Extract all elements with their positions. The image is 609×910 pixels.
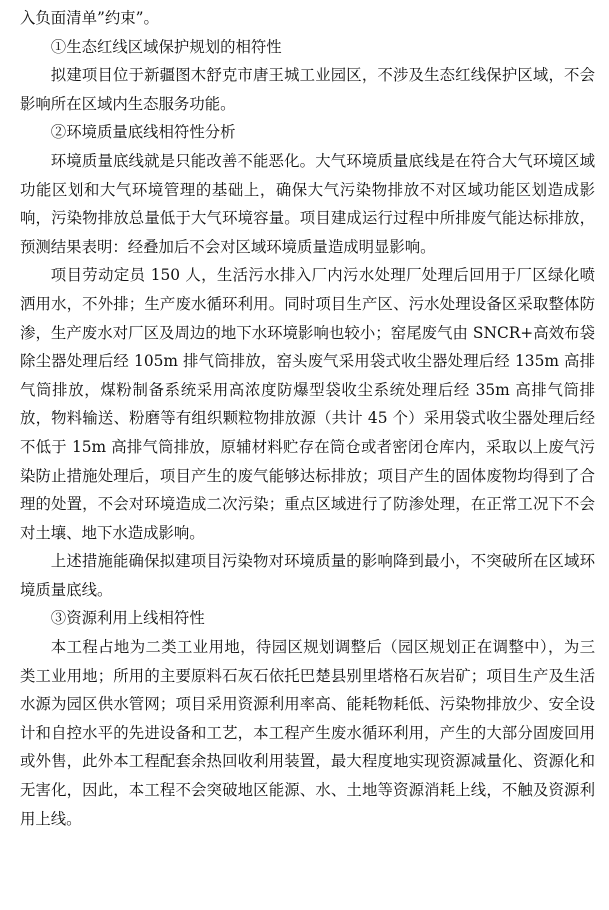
paragraph-continuation: 入负面清单”约束”。 <box>20 9 159 27</box>
section-heading-environmental-quality: ②环境质量底线相符性分析 <box>50 123 236 142</box>
paragraph-resource-utilization: 本工程占地为二类工业用地，待园区规划调整后（园区规划正在调整中），为三类工业用地；所用的主要原料石灰石依托巴楚县别里塔格石灰岩矿；项目生产及生活水源为园区供水管网；项目采用资源利用率高、能耗物耗低、污染物排放少、安全设计和自控水平的先进设备和工艺，本工程产生废水循环利用，产生的大部分固废回用或外售，此外本工程配套余热回收利用装置，最大程度地实现资源减量化、资源化和无害化，因此，本工程不会突破地区能源、水、土地等资源消耗上线，不触及资源利用上线。 <box>20 638 595 828</box>
paragraph-ecological-redline: 拟建项目位于新疆图木舒克市唐王城工业园区，不涉及生态红线保护区域，不会影响所在区域内生态服务功能。 <box>20 66 595 113</box>
paragraph-pollution-control-measures: 项目劳动定员 150 人，生活污水排入厂内污水处理厂处理后回用于厂区绿化喷洒用水，不外排；生产废水循环利用。同时项目生产区、污水处理设备区采取整体防渗，生产废水对厂区及周边的地下水环境影响也较小；窑尾废气由 SNCR+高效布袋除尘器处理后经 105m 排气筒排放，窑头废气采用袋式收尘器处理后经 135m 高排气筒排放，煤粉制备系统采用高浓度防爆型袋收尘系统处理后经 35m 高排气筒排放，物料输送、粉磨等有组织颗粒物排放源（共计 45 个）采用袋式收尘器处理后经不低于 15m 高排气筒排放，原辅材料贮存在筒仓或者密闭仓库内，采取以上废气污染防止措施处理后，项目产生的废气能够达标排放；项目产生的固体废物均得到了合理的处置，不会对环境造成二次污染；重点区域进行了防渗处理，在正常工况下不会对土壤、地下水造成影响。 <box>20 266 595 542</box>
paragraph-quality-conclusion: 上述措施能确保拟建项目污染物对环境质量的影响降到最小，不突破所在区域环境质量底线。 <box>20 552 595 599</box>
section-heading-resource-utilization: ③资源利用上线相符性 <box>50 609 205 628</box>
paragraph-environmental-quality-baseline: 环境质量底线就是只能改善不能恶化。大气环境质量底线是在符合大气环境区域功能区划和大气环境管理的基础上，确保大气污染物排放不对区域功能区划造成影响，污染物排放总量低于大气环境容量。项目建成运行过程中所排废气能达标排放，预测结果表明：经叠加后不会对区域环境质量造成明显影响。 <box>20 151 595 256</box>
section-heading-ecological-redline: ①生态红线区域保护规划的相符性 <box>50 37 282 56</box>
